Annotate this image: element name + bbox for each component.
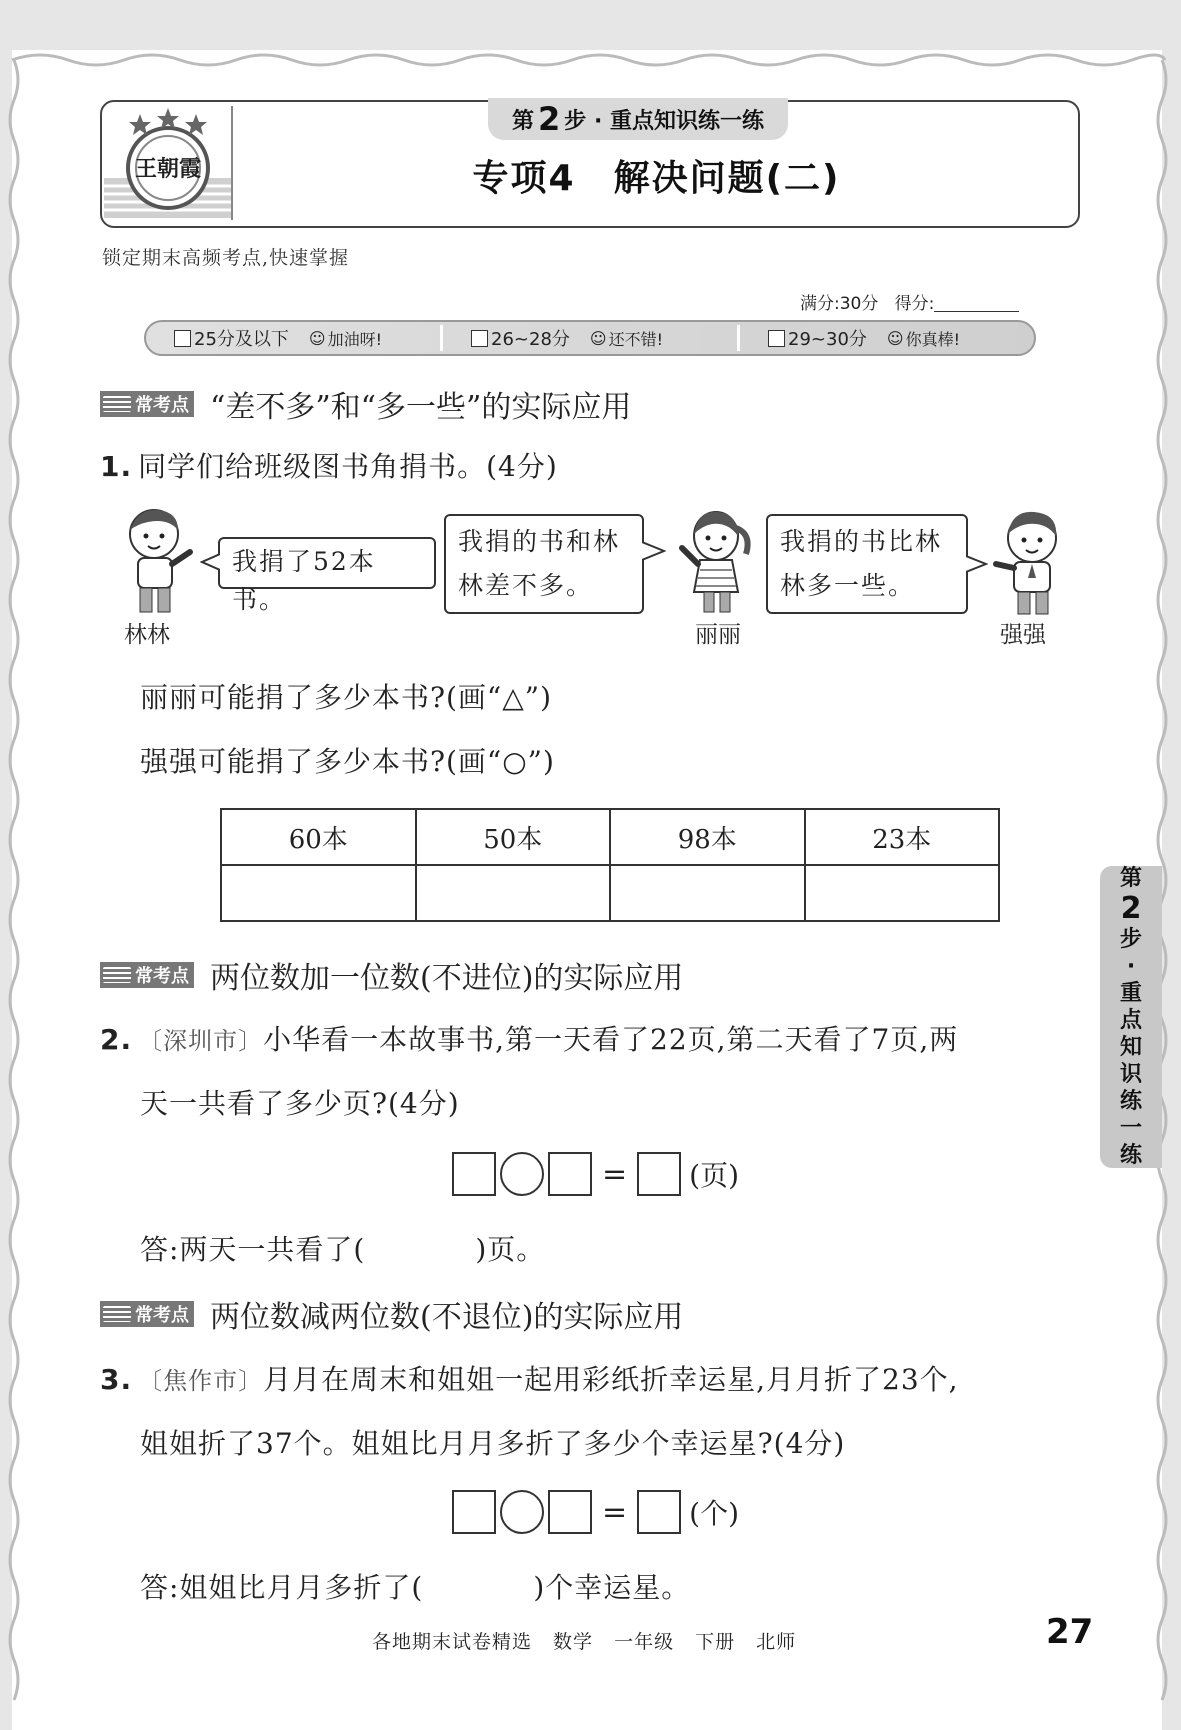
answer-box[interactable] <box>548 1490 592 1534</box>
name-qiangqiang: 强强 <box>1000 622 1046 648</box>
speech-bubble-linlin: 我捐了52本书。 <box>218 537 436 589</box>
slogan: 锁定期末高频考点,快速掌握 <box>102 247 350 269</box>
answer-box[interactable] <box>637 1152 681 1196</box>
smiley-icon: ☺ <box>308 328 326 348</box>
score-area: 满分:30分 得分: <box>800 289 1019 314</box>
kid-lili-illustration <box>672 508 756 618</box>
page-title: 专项4 解决问题(二) <box>472 158 841 199</box>
answer-box[interactable] <box>637 1490 681 1534</box>
operator-circle[interactable] <box>500 1152 544 1196</box>
answer-cell[interactable] <box>610 865 805 921</box>
question-3: 3. 〔焦作市〕月月在周末和姐姐一起用彩纸折幸运星,月月折了23个, <box>100 1363 959 1396</box>
rating-checkbox[interactable] <box>471 330 488 347</box>
key-point-badge: 常考点 <box>100 391 194 417</box>
question-1: 1. 同学们给班级图书角捐书。(4分) <box>100 450 558 483</box>
step-tab: 第 2 步 · 重点知识练一练 <box>488 98 788 140</box>
smiley-icon: ☺ <box>886 328 904 348</box>
key-point-badge: 常考点 <box>100 1301 194 1327</box>
bubble-tail <box>966 554 988 574</box>
prompt-qiangqiang: 强强可能捐了多少本书?(画“○”) <box>140 745 555 778</box>
operator-circle[interactable] <box>500 1490 544 1534</box>
publisher-logo <box>104 106 232 218</box>
smiley-icon: ☺ <box>589 328 607 348</box>
score-blank[interactable] <box>934 294 1019 312</box>
book-options-table <box>220 808 1000 922</box>
equation-q2: = (页) <box>452 1152 739 1196</box>
side-step-tab: 第 2 步 · 重 点 知 识 练 一 练 <box>1100 866 1162 1168</box>
bubble-tail <box>200 552 220 572</box>
option-cell: 23本 <box>805 809 1000 865</box>
answer-q3: 答:姐姐比月月多折了( )个幸运星。 <box>140 1571 691 1604</box>
rating-item: 26~28分 ☺ 还不错! <box>440 325 737 351</box>
key-point-badge: 常考点 <box>100 962 194 988</box>
section-heading: 常考点 两位数加一位数(不进位)的实际应用 <box>100 953 683 997</box>
answer-box[interactable] <box>452 1490 496 1534</box>
option-cell: 98本 <box>610 809 805 865</box>
rating-checkbox[interactable] <box>174 330 191 347</box>
equation-q3: = (个) <box>452 1490 739 1534</box>
waves-icon <box>103 1306 131 1322</box>
speech-bubble-lili: 我捐的书和林 林差不多。 <box>444 514 644 614</box>
kid-qiangqiang-illustration <box>986 508 1070 618</box>
bubble-tail <box>642 540 666 562</box>
name-lili: 丽丽 <box>695 622 741 648</box>
kid-linlin-illustration <box>118 506 204 618</box>
rating-item: 25分及以下 ☺ 加油呀! <box>146 325 440 351</box>
rating-item: 29~30分 ☺ 你真棒! <box>737 325 1034 351</box>
answer-cell[interactable] <box>805 865 1000 921</box>
rating-checkbox[interactable] <box>768 330 785 347</box>
svg-text:王朝霞: 王朝霞 <box>134 156 202 182</box>
waves-icon <box>103 396 131 412</box>
name-linlin: 林林 <box>124 622 170 648</box>
section-heading: 常考点 两位数减两位数(不退位)的实际应用 <box>100 1292 683 1336</box>
page-number: 27 <box>1046 1612 1094 1652</box>
answer-cell[interactable] <box>221 865 416 921</box>
question-2-line2: 天一共看了多少页?(4分) <box>140 1087 460 1120</box>
answer-cell[interactable] <box>416 865 611 921</box>
rating-bar <box>144 320 1036 356</box>
section-heading: 常考点 “差不多”和“多一些”的实际应用 <box>100 382 631 426</box>
option-cell: 50本 <box>416 809 611 865</box>
prompt-lili: 丽丽可能捐了多少本书?(画“△”) <box>140 681 553 714</box>
speech-bubble-qiangqiang: 我捐的书比林 林多一些。 <box>766 514 968 614</box>
answer-q2: 答:两天一共看了( )页。 <box>140 1233 546 1266</box>
question-2: 2. 〔深圳市〕小华看一本故事书,第一天看了22页,第二天看了7页,两 <box>100 1023 959 1056</box>
question-3-line2: 姐姐折了37个。姐姐比月月多折了多少个幸运星?(4分) <box>140 1427 846 1460</box>
option-cell: 60本 <box>221 809 416 865</box>
answer-box[interactable] <box>548 1152 592 1196</box>
answer-box[interactable] <box>452 1152 496 1196</box>
footer-text: 各地期末试卷精选 数学 一年级 下册 北师 <box>372 1631 797 1653</box>
waves-icon <box>103 967 131 983</box>
